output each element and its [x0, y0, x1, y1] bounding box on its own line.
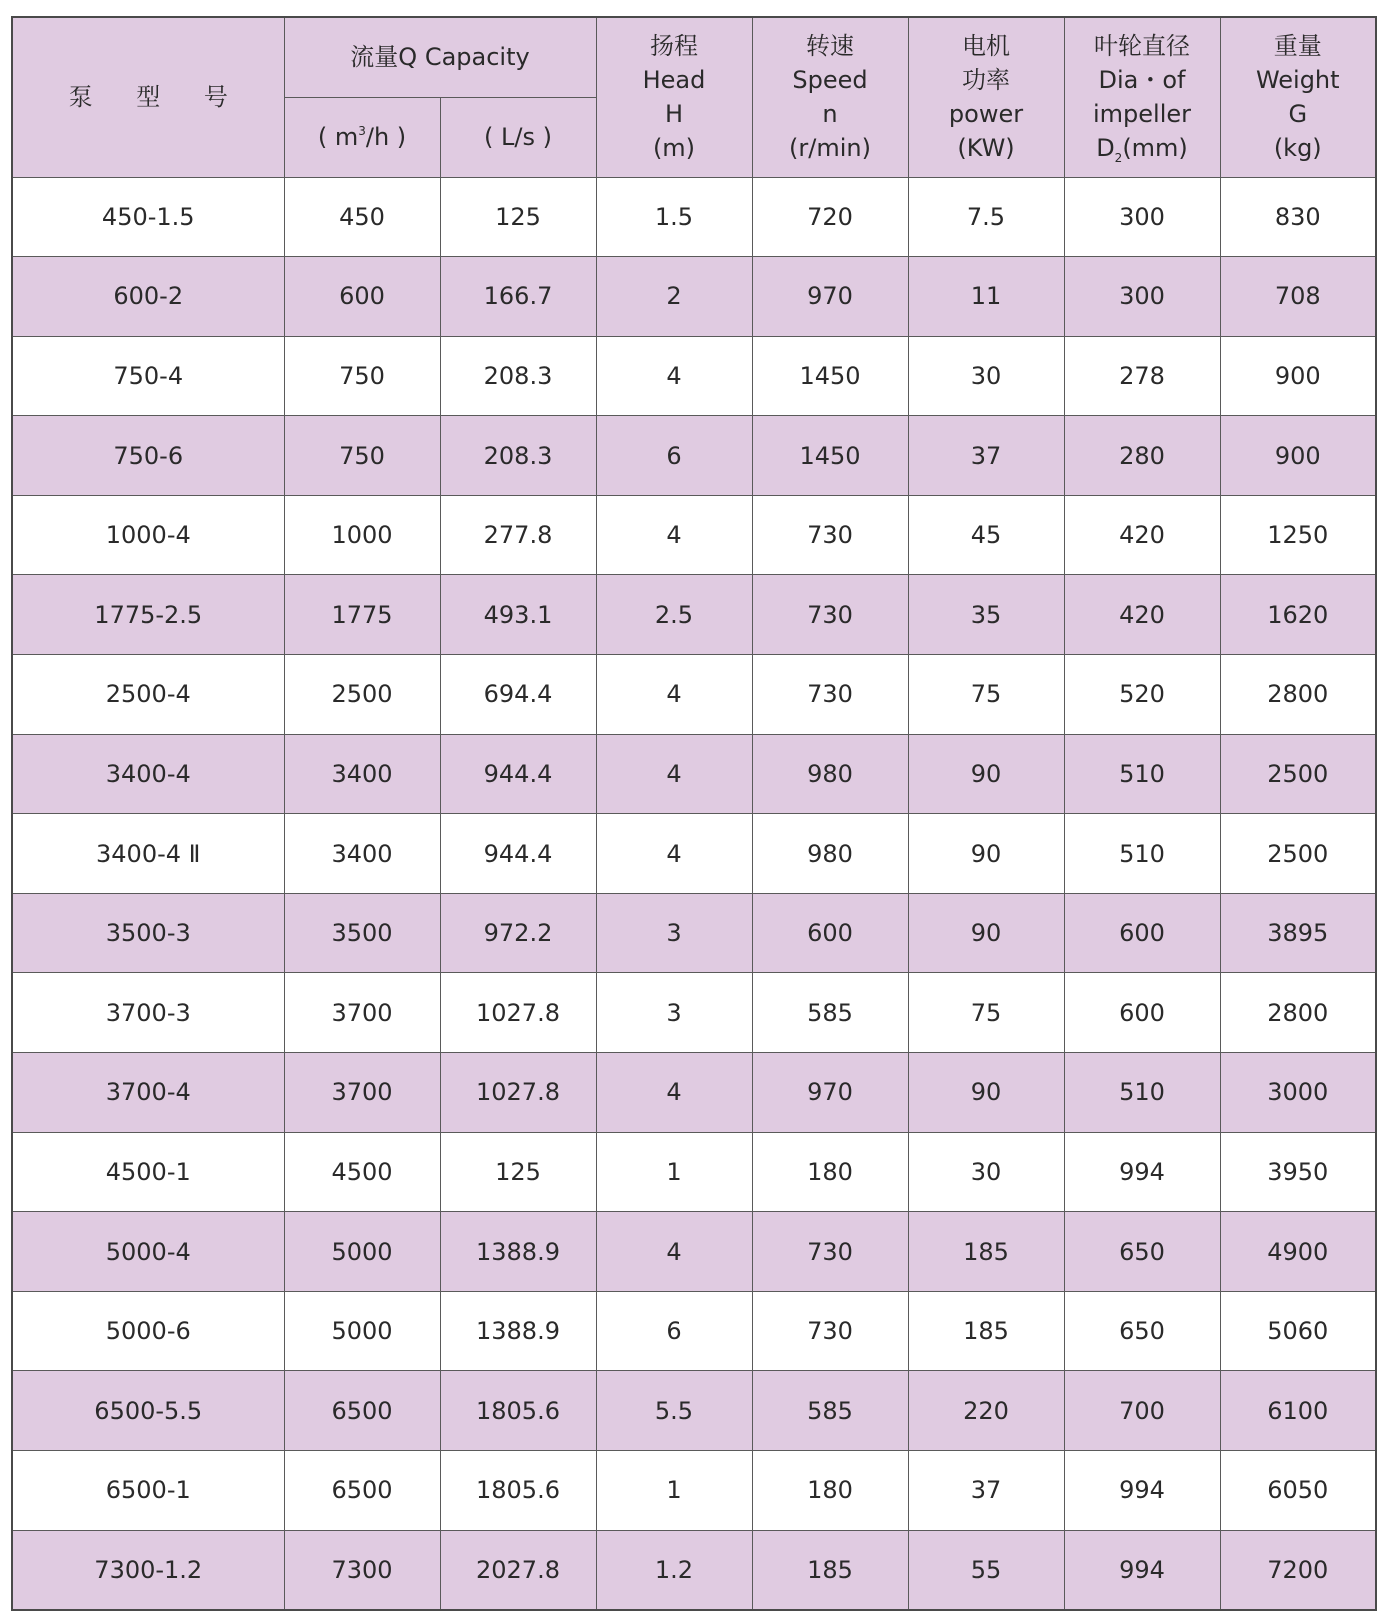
table-row [12, 575, 1376, 655]
cell-power: 185 [908, 1291, 1064, 1371]
cell-model: 750-4 [12, 336, 284, 416]
cell-weight: 708 [1220, 257, 1376, 337]
cell-speed: 970 [752, 257, 908, 337]
cell-impeller-dia: 650 [1064, 1291, 1220, 1371]
cell-capacity-m3h: 3400 [284, 734, 440, 814]
cell-capacity-ls: 493.1 [440, 575, 596, 655]
cell-capacity-m3h: 750 [284, 336, 440, 416]
cell-capacity-m3h: 4500 [284, 1132, 440, 1212]
header-capacity-m3h: ( $m^3/h$ ) [284, 97, 440, 177]
cell-weight: 2500 [1220, 814, 1376, 894]
cell-impeller-dia: 300 [1064, 257, 1220, 337]
cell-speed: 970 [752, 1053, 908, 1133]
header-power: 电机 功率 power (KW) [908, 17, 1064, 177]
cell-speed: 720 [752, 177, 908, 257]
cell-impeller-dia: 600 [1064, 973, 1220, 1053]
cell-weight: 3950 [1220, 1132, 1376, 1212]
header-head: 扬程 Head H (m) [596, 17, 752, 177]
cell-head: 6 [596, 416, 752, 496]
cell-capacity-m3h: 6500 [284, 1451, 440, 1531]
cell-head: 1.5 [596, 177, 752, 257]
cell-impeller-dia: 420 [1064, 495, 1220, 575]
table-row [12, 734, 1376, 814]
cell-capacity-m3h: 750 [284, 416, 440, 496]
cell-head: 4 [596, 655, 752, 735]
cell-model: 1000-4 [12, 495, 284, 575]
cell-speed: 980 [752, 734, 908, 814]
cell-speed: 730 [752, 1212, 908, 1292]
cell-capacity-ls: 2027.8 [440, 1530, 596, 1610]
cell-power: 75 [908, 973, 1064, 1053]
cell-weight: 1250 [1220, 495, 1376, 575]
cell-power: 90 [908, 1053, 1064, 1133]
cell-capacity-m3h: 5000 [284, 1291, 440, 1371]
cell-power: 55 [908, 1530, 1064, 1610]
table-row [12, 814, 1376, 894]
cell-impeller-dia: 510 [1064, 1053, 1220, 1133]
cell-model: 3700-3 [12, 973, 284, 1053]
cell-weight: 1620 [1220, 575, 1376, 655]
cell-impeller-dia: 650 [1064, 1212, 1220, 1292]
table-row [12, 336, 1376, 416]
cell-head: 1 [596, 1451, 752, 1531]
cell-head: 3 [596, 973, 752, 1053]
table-row [12, 1212, 1376, 1292]
table-row [12, 655, 1376, 735]
cell-power: 185 [908, 1212, 1064, 1292]
cell-capacity-ls: 1388.9 [440, 1291, 596, 1371]
cell-head: 3 [596, 893, 752, 973]
cell-model: 6500-5.5 [12, 1371, 284, 1451]
table-row [12, 1132, 1376, 1212]
cell-model: 3500-3 [12, 893, 284, 973]
cell-capacity-m3h: 3700 [284, 973, 440, 1053]
cell-capacity-m3h: 7300 [284, 1530, 440, 1610]
table-row [12, 416, 1376, 496]
table-row [12, 257, 1376, 337]
cell-head: 5.5 [596, 1371, 752, 1451]
table-row [12, 1451, 1376, 1531]
cell-speed: 730 [752, 495, 908, 575]
cell-speed: 1450 [752, 336, 908, 416]
cell-capacity-ls: 208.3 [440, 416, 596, 496]
cell-power: 90 [908, 734, 1064, 814]
cell-speed: 585 [752, 1371, 908, 1451]
cell-capacity-ls: 1805.6 [440, 1451, 596, 1531]
cell-head: 4 [596, 495, 752, 575]
pump-spec-table [11, 16, 1377, 1611]
cell-speed: 730 [752, 655, 908, 735]
cell-capacity-m3h: 2500 [284, 655, 440, 735]
cell-impeller-dia: 994 [1064, 1451, 1220, 1531]
cell-model: 2500-4 [12, 655, 284, 735]
cell-capacity-m3h: 450 [284, 177, 440, 257]
cell-power: 220 [908, 1371, 1064, 1451]
cell-weight: 830 [1220, 177, 1376, 257]
cell-capacity-ls: 944.4 [440, 734, 596, 814]
cell-capacity-ls: 944.4 [440, 814, 596, 894]
cell-speed: 585 [752, 973, 908, 1053]
cell-power: 45 [908, 495, 1064, 575]
cell-head: 2 [596, 257, 752, 337]
cell-capacity-m3h: 1000 [284, 495, 440, 575]
cell-model: 450-1.5 [12, 177, 284, 257]
table-row [12, 1291, 1376, 1371]
cell-head: 4 [596, 1212, 752, 1292]
cell-impeller-dia: 700 [1064, 1371, 1220, 1451]
cell-capacity-ls: 166.7 [440, 257, 596, 337]
cell-weight: 2800 [1220, 655, 1376, 735]
cell-power: 35 [908, 575, 1064, 655]
table-row [12, 893, 1376, 973]
cell-model: 3400-4 [12, 734, 284, 814]
header-model: 泵 型 号 [12, 17, 284, 177]
cell-impeller-dia: 994 [1064, 1530, 1220, 1610]
cell-head: 4 [596, 1053, 752, 1133]
cell-capacity-m3h: 3500 [284, 893, 440, 973]
header-capacity: 流量Q Capacity [284, 17, 596, 97]
cell-model: 1775-2.5 [12, 575, 284, 655]
cell-power: 75 [908, 655, 1064, 735]
cell-model: 4500-1 [12, 1132, 284, 1212]
table-row [12, 177, 1376, 257]
cell-capacity-ls: 972.2 [440, 893, 596, 973]
cell-weight: 5060 [1220, 1291, 1376, 1371]
header-speed: 转速 Speed n (r/min) [752, 17, 908, 177]
cell-impeller-dia: 300 [1064, 177, 1220, 257]
cell-model: 750-6 [12, 416, 284, 496]
cell-power: 90 [908, 814, 1064, 894]
cell-weight: 3000 [1220, 1053, 1376, 1133]
cell-speed: 1450 [752, 416, 908, 496]
cell-capacity-m3h: 600 [284, 257, 440, 337]
cell-power: 7.5 [908, 177, 1064, 257]
cell-capacity-m3h: 3400 [284, 814, 440, 894]
cell-weight: 4900 [1220, 1212, 1376, 1292]
cell-speed: 180 [752, 1132, 908, 1212]
cell-impeller-dia: 278 [1064, 336, 1220, 416]
cell-weight: 900 [1220, 416, 1376, 496]
header-row-1 [12, 17, 1376, 97]
cell-model: 5000-4 [12, 1212, 284, 1292]
cell-speed: 730 [752, 1291, 908, 1371]
cell-capacity-m3h: 1775 [284, 575, 440, 655]
cell-weight: 3895 [1220, 893, 1376, 973]
cell-weight: 2800 [1220, 973, 1376, 1053]
cell-impeller-dia: 520 [1064, 655, 1220, 735]
cell-impeller-dia: 600 [1064, 893, 1220, 973]
cell-capacity-m3h: 6500 [284, 1371, 440, 1451]
cell-weight: 7200 [1220, 1530, 1376, 1610]
cell-model: 3400-4 Ⅱ [12, 814, 284, 894]
cell-speed: 185 [752, 1530, 908, 1610]
cell-capacity-ls: 1388.9 [440, 1212, 596, 1292]
cell-power: 90 [908, 893, 1064, 973]
cell-model: 600-2 [12, 257, 284, 337]
cell-head: 2.5 [596, 575, 752, 655]
cell-weight: 2500 [1220, 734, 1376, 814]
cell-power: 30 [908, 1132, 1064, 1212]
table-row [12, 1530, 1376, 1610]
cell-capacity-ls: 694.4 [440, 655, 596, 735]
cell-model: 5000-6 [12, 1291, 284, 1371]
cell-head: 4 [596, 734, 752, 814]
cell-impeller-dia: 510 [1064, 734, 1220, 814]
cell-impeller-dia: 420 [1064, 575, 1220, 655]
header-capacity-ls: ( L/s ) [440, 97, 596, 177]
cell-impeller-dia: 280 [1064, 416, 1220, 496]
cell-speed: 600 [752, 893, 908, 973]
cell-weight: 6100 [1220, 1371, 1376, 1451]
cell-capacity-m3h: 5000 [284, 1212, 440, 1292]
cell-head: 6 [596, 1291, 752, 1371]
cell-power: 37 [908, 416, 1064, 496]
cell-capacity-m3h: 3700 [284, 1053, 440, 1133]
table-row [12, 1053, 1376, 1133]
table-row [12, 973, 1376, 1053]
cell-speed: 180 [752, 1451, 908, 1531]
cell-power: 11 [908, 257, 1064, 337]
table-row [12, 495, 1376, 575]
table-row [12, 1371, 1376, 1451]
cell-weight: 6050 [1220, 1451, 1376, 1531]
cell-capacity-ls: 125 [440, 177, 596, 257]
cell-impeller-dia: 510 [1064, 814, 1220, 894]
cell-head: 4 [596, 814, 752, 894]
cell-capacity-ls: 208.3 [440, 336, 596, 416]
cell-capacity-ls: 1027.8 [440, 973, 596, 1053]
cell-weight: 900 [1220, 336, 1376, 416]
cell-head: 1 [596, 1132, 752, 1212]
header-impeller-dia: 叶轮直径 Dia・of impeller $D_2(mm)$ [1064, 17, 1220, 177]
cell-capacity-ls: 277.8 [440, 495, 596, 575]
cell-capacity-ls: 1805.6 [440, 1371, 596, 1451]
cell-model: 7300-1.2 [12, 1530, 284, 1610]
cell-head: 4 [596, 336, 752, 416]
cell-power: 30 [908, 336, 1064, 416]
header-weight: 重量 Weight G (kg) [1220, 17, 1376, 177]
cell-impeller-dia: 994 [1064, 1132, 1220, 1212]
table-body [12, 177, 1376, 1610]
cell-capacity-ls: 1027.8 [440, 1053, 596, 1133]
cell-model: 3700-4 [12, 1053, 284, 1133]
cell-power: 37 [908, 1451, 1064, 1531]
cell-speed: 980 [752, 814, 908, 894]
cell-head: 1.2 [596, 1530, 752, 1610]
cell-model: 6500-1 [12, 1451, 284, 1531]
cell-speed: 730 [752, 575, 908, 655]
cell-capacity-ls: 125 [440, 1132, 596, 1212]
